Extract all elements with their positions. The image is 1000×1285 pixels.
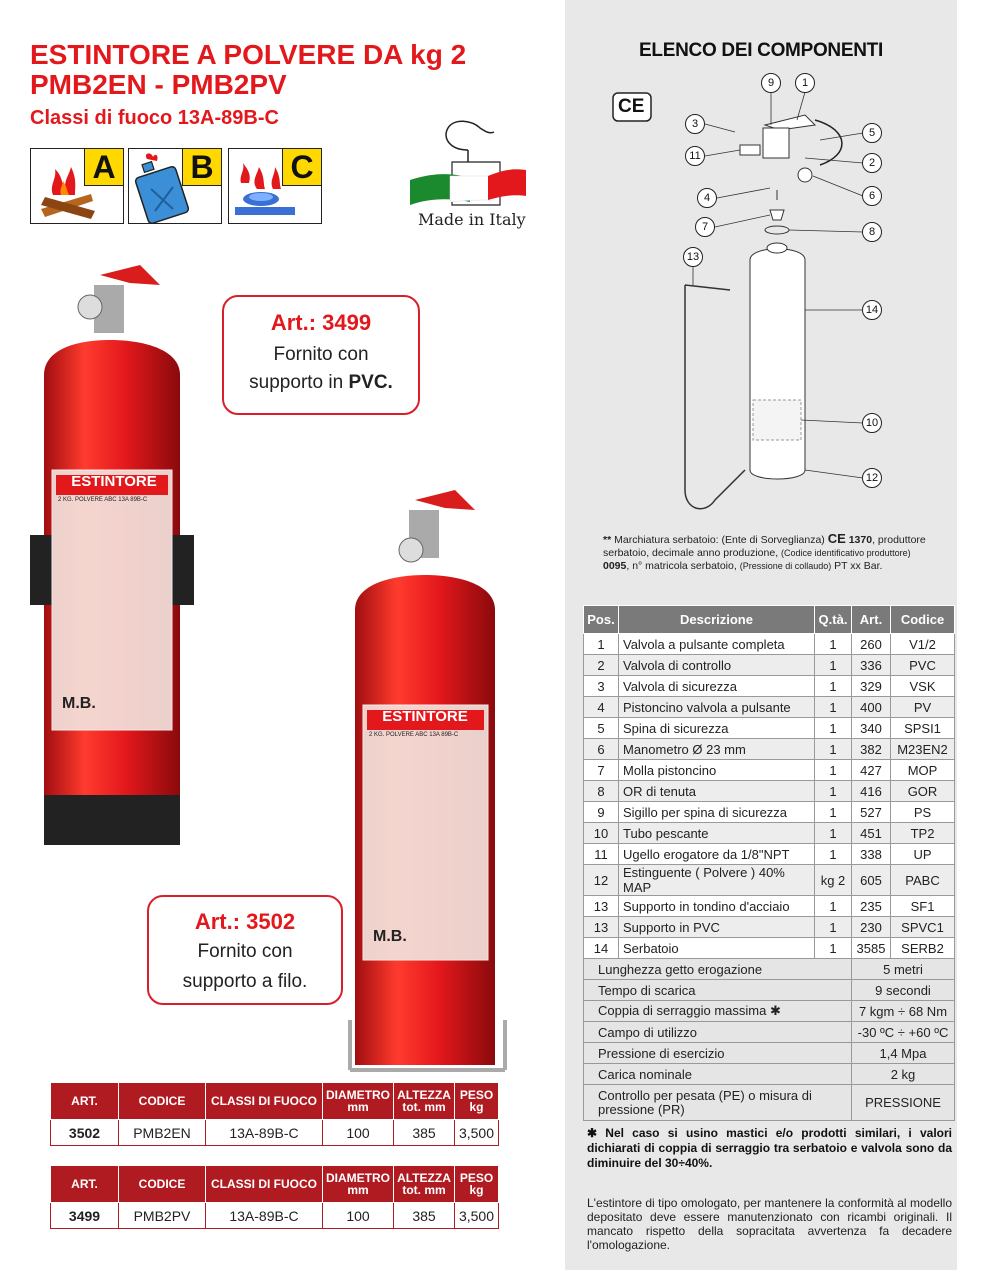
component-row: 5 Spina di sicurezza 1 340 SPSI1 <box>584 718 955 739</box>
spec-row: 3499 PMB2PV 13A-89B-C 100 385 3,500 <box>51 1203 499 1229</box>
product-title <box>30 40 466 100</box>
components-title: ELENCO DEI COMPONENTI <box>639 40 883 61</box>
performance-row: Coppia di serraggio massima ✱ 7 kgm ÷ 68 Nm <box>584 1001 955 1022</box>
diagram-callout: 6 <box>862 186 882 206</box>
fire-class-b-icon <box>128 148 222 224</box>
component-row: 9 Sigillo per spina di sicurezza 1 527 PS <box>584 802 955 823</box>
fire-class-letter: A <box>84 148 124 186</box>
spec-table-3499 <box>50 1165 499 1229</box>
diagram-callout: 9 <box>761 73 781 93</box>
title-line-1: ESTINTORE A POLVERE DA kg 2 <box>30 39 467 70</box>
fire-classes-subtitle: Classi di fuoco 13A-89B-C <box>30 107 279 129</box>
label-estintore: ESTINTORE <box>71 473 157 490</box>
diagram-callout: 2 <box>862 153 882 173</box>
label-powder: 2 KG. POLVERE ABC 13A 89B-C <box>369 732 459 738</box>
label-powder: 2 KG. POLVERE ABC 13A 89B-C <box>58 497 148 503</box>
art-desc-line1: Fornito con <box>197 941 293 962</box>
component-row: 7 Molla pistoncino 1 427 MOP <box>584 760 955 781</box>
components-table <box>583 605 955 1121</box>
component-row: 2 Valvola di controllo 1 336 PVC <box>584 655 955 676</box>
art-desc-line2: supporto in PVC. <box>249 372 393 393</box>
art-number: Art.: 3499 <box>270 310 372 335</box>
label-mb: M.B. <box>62 695 96 712</box>
component-row: 13 Supporto in PVC 1 230 SPVC1 <box>584 917 955 938</box>
diagram-callout: 14 <box>862 300 882 320</box>
label-mb: M.B. <box>373 928 407 945</box>
performance-row: Campo di utilizzo -30 ºC ÷ +60 ºC <box>584 1022 955 1043</box>
diagram-callout: 1 <box>795 73 815 93</box>
fire-class-a-icon <box>30 148 124 224</box>
fire-class-c-icon <box>228 148 322 224</box>
component-row: 8 OR di tenuta 1 416 GOR <box>584 781 955 802</box>
title-line-2: PMB2EN - PMB2PV <box>30 69 287 100</box>
exploded-diagram <box>565 70 957 530</box>
tank-marking-note: ** Marchiatura serbatoio: (Ente di Sorveglianza) CE 1370, produttore serbatoio, decimale anno produzione, (Codice identificativo produttore) 0095, n° matricola serbatoio, (Pressione di collaudo) PT xx Bar. <box>603 531 926 572</box>
fire-class-letter: C <box>282 148 322 186</box>
diagram-callout: 13 <box>683 247 703 267</box>
component-row: 3 Valvola di sicurezza 1 329 VSK <box>584 676 955 697</box>
performance-row: Controllo per pesata (PE) o misura di pressione (PR) PRESSIONE <box>584 1085 955 1121</box>
components-panel <box>565 0 957 1270</box>
component-row: 13 Supporto in tondino d'acciaio 1 235 SF1 <box>584 896 955 917</box>
diagram-callout: 10 <box>862 413 882 433</box>
component-row: 12 Estinguente ( Polvere ) 40% MAP kg 2 605 PABC <box>584 865 955 896</box>
component-row: 4 Pistoncino valvola a pulsante 1 400 PV <box>584 697 955 718</box>
diagram-callout: 5 <box>862 123 882 143</box>
diagram-callout: 8 <box>862 222 882 242</box>
art-number: Art.: 3502 <box>194 909 296 934</box>
performance-row: Carica nominale 2 kg <box>584 1064 955 1085</box>
art-desc-line2: supporto a filo. <box>182 971 308 992</box>
spec-table-3502 <box>50 1082 499 1146</box>
art-desc-line1: Fornito con <box>273 344 369 365</box>
component-row: 10 Tubo pescante 1 451 TP2 <box>584 823 955 844</box>
fire-class-letter: B <box>182 148 222 186</box>
components-header-row: Pos. Descrizione Q.tà. Art. Codice <box>584 606 955 634</box>
torque-footnote: ✱ Nel caso si usino mastici e/o prodotti similari, i valori dichiarati di coppia di serraggio tra serbatoio e valvola sono da diminuire del 30÷40%. <box>587 1126 952 1170</box>
performance-row: Pressione di esercizio 1,4 Mpa <box>584 1043 955 1064</box>
spec-header-row: ART. CODICE CLASSI DI FUOCO DIAMETRO mm ALTEZZA tot. mm PESO kg <box>51 1083 499 1120</box>
art-box-3499 <box>222 295 420 415</box>
diagram-callout: 12 <box>862 468 882 488</box>
spec-row: 3502 PMB2EN 13A-89B-C 100 385 3,500 <box>51 1120 499 1146</box>
made-in-italy-text: Made in Italy <box>418 210 526 229</box>
art-box-3502 <box>147 895 343 1005</box>
diagram-callout: 7 <box>695 217 715 237</box>
extinguisher-image-wire <box>345 480 525 1080</box>
component-row: 14 Serbatoio 1 3585 SERB2 <box>584 938 955 959</box>
made-in-italy-logo <box>410 110 530 240</box>
performance-row: Lunghezza getto erogazione 5 metri <box>584 959 955 980</box>
label-estintore: ESTINTORE <box>382 708 468 725</box>
homologation-note: L'estintore di tipo omologato, per mantenere la conformità al modello depositato deve essere manutenzionato con ricambi originali. Il mancato rispetto della sopracitata avvertenza fa decadere l'omologazione. <box>587 1196 952 1252</box>
ce-mark: CE <box>618 96 645 117</box>
performance-row: Tempo di scarica 9 secondi <box>584 980 955 1001</box>
component-row: 6 Manometro Ø 23 mm 1 382 M23EN2 <box>584 739 955 760</box>
extinguisher-image-pvc <box>30 255 210 855</box>
component-row: 11 Ugello erogatore da 1/8"NPT 1 338 UP <box>584 844 955 865</box>
diagram-callout: 11 <box>685 146 705 166</box>
spec-header-row: ART. CODICE CLASSI DI FUOCO DIAMETRO mm ALTEZZA tot. mm PESO kg <box>51 1166 499 1203</box>
component-row: 1 Valvola a pulsante completa 1 260 V1/2 <box>584 634 955 655</box>
diagram-callout: 4 <box>697 188 717 208</box>
diagram-callout: 3 <box>685 114 705 134</box>
